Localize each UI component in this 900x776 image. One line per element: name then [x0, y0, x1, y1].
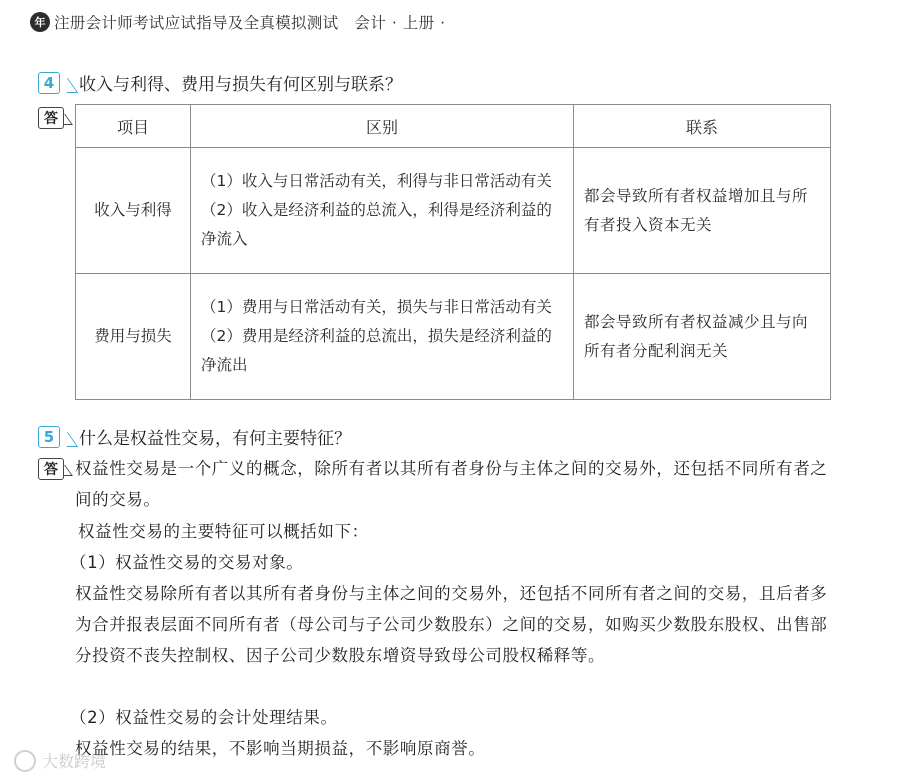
diff-point: （1）收入与日常活动有关，利得与非日常活动有关 — [201, 172, 552, 190]
row-item-cell: 收入与利得 — [76, 148, 191, 274]
page-header — [30, 10, 446, 34]
book-volume: 会计 · 上册 · — [354, 14, 446, 32]
table-row — [76, 274, 831, 400]
answer-badge: 答 — [38, 458, 64, 480]
table-row — [76, 148, 831, 274]
features-intro: 权益性交易的主要特征可以概括如下： — [78, 522, 369, 541]
diff-point: （2）费用是经济利益的总流出，损失是经济利益的净流出 — [201, 327, 552, 374]
feature-2-body: 权益性交易的结果，不影响当期损益，不影响原商誉。 — [75, 739, 486, 758]
question-5 — [38, 424, 351, 449]
feature-1-body: 权益性交易除所有者以其所有者身份与主体之间的交易外，还包括不同所有者之间的交易，且后者多为合并报表层面不同所有者（母公司与子公司少数股东）之间的交易，如购买少数股东股权、出售部分投资不丧失控制权、因子公司少数股东增资导致母公司股权稀释等。 — [75, 584, 828, 665]
feature-1-title: （1）权益性交易的交易对象。 — [70, 553, 304, 572]
row-link-cell: 都会导致所有者权益增加且与所有者投入资本无关 — [574, 148, 831, 274]
watermark-text: 大数跨境 — [42, 752, 107, 771]
column-header: 项目 — [76, 105, 191, 148]
diff-point: （1）费用与日常活动有关，损失与非日常活动有关 — [201, 298, 552, 316]
answer-badge: 答 — [38, 107, 64, 129]
row-diff-cell — [191, 148, 574, 274]
answer-intro: 权益性交易是一个广义的概念，除所有者以其所有者身份与主体之间的交易外，还包括不同所有者之间的交易。 — [75, 459, 828, 509]
question-number-badge: 5 — [38, 426, 60, 448]
watermark — [14, 749, 106, 772]
feature-2-title: （2）权益性交易的会计处理结果。 — [70, 708, 338, 727]
book-title: 注册会计师考试应试指导及全真模拟测试 — [54, 14, 339, 32]
row-diff-cell — [191, 274, 574, 400]
table-header-row — [76, 105, 831, 148]
question-text: 什么是权益性交易，有何主要特征？ — [79, 429, 351, 449]
row-item-cell: 费用与损失 — [76, 274, 191, 400]
diff-point: （2）收入是经济利益的总流入，利得是经济利益的净流入 — [201, 201, 552, 248]
row-link-cell: 都会导致所有者权益减少且与向所有者分配利润无关 — [574, 274, 831, 400]
column-header: 联系 — [574, 105, 831, 148]
watermark-logo-icon — [14, 750, 36, 772]
question-4 — [38, 70, 402, 95]
column-header: 区别 — [191, 105, 574, 148]
year-badge: 年 — [30, 12, 50, 32]
question-number-badge: 4 — [38, 72, 60, 94]
question-text: 收入与利得、费用与损失有何区别与联系？ — [79, 75, 402, 95]
comparison-table — [75, 104, 831, 400]
